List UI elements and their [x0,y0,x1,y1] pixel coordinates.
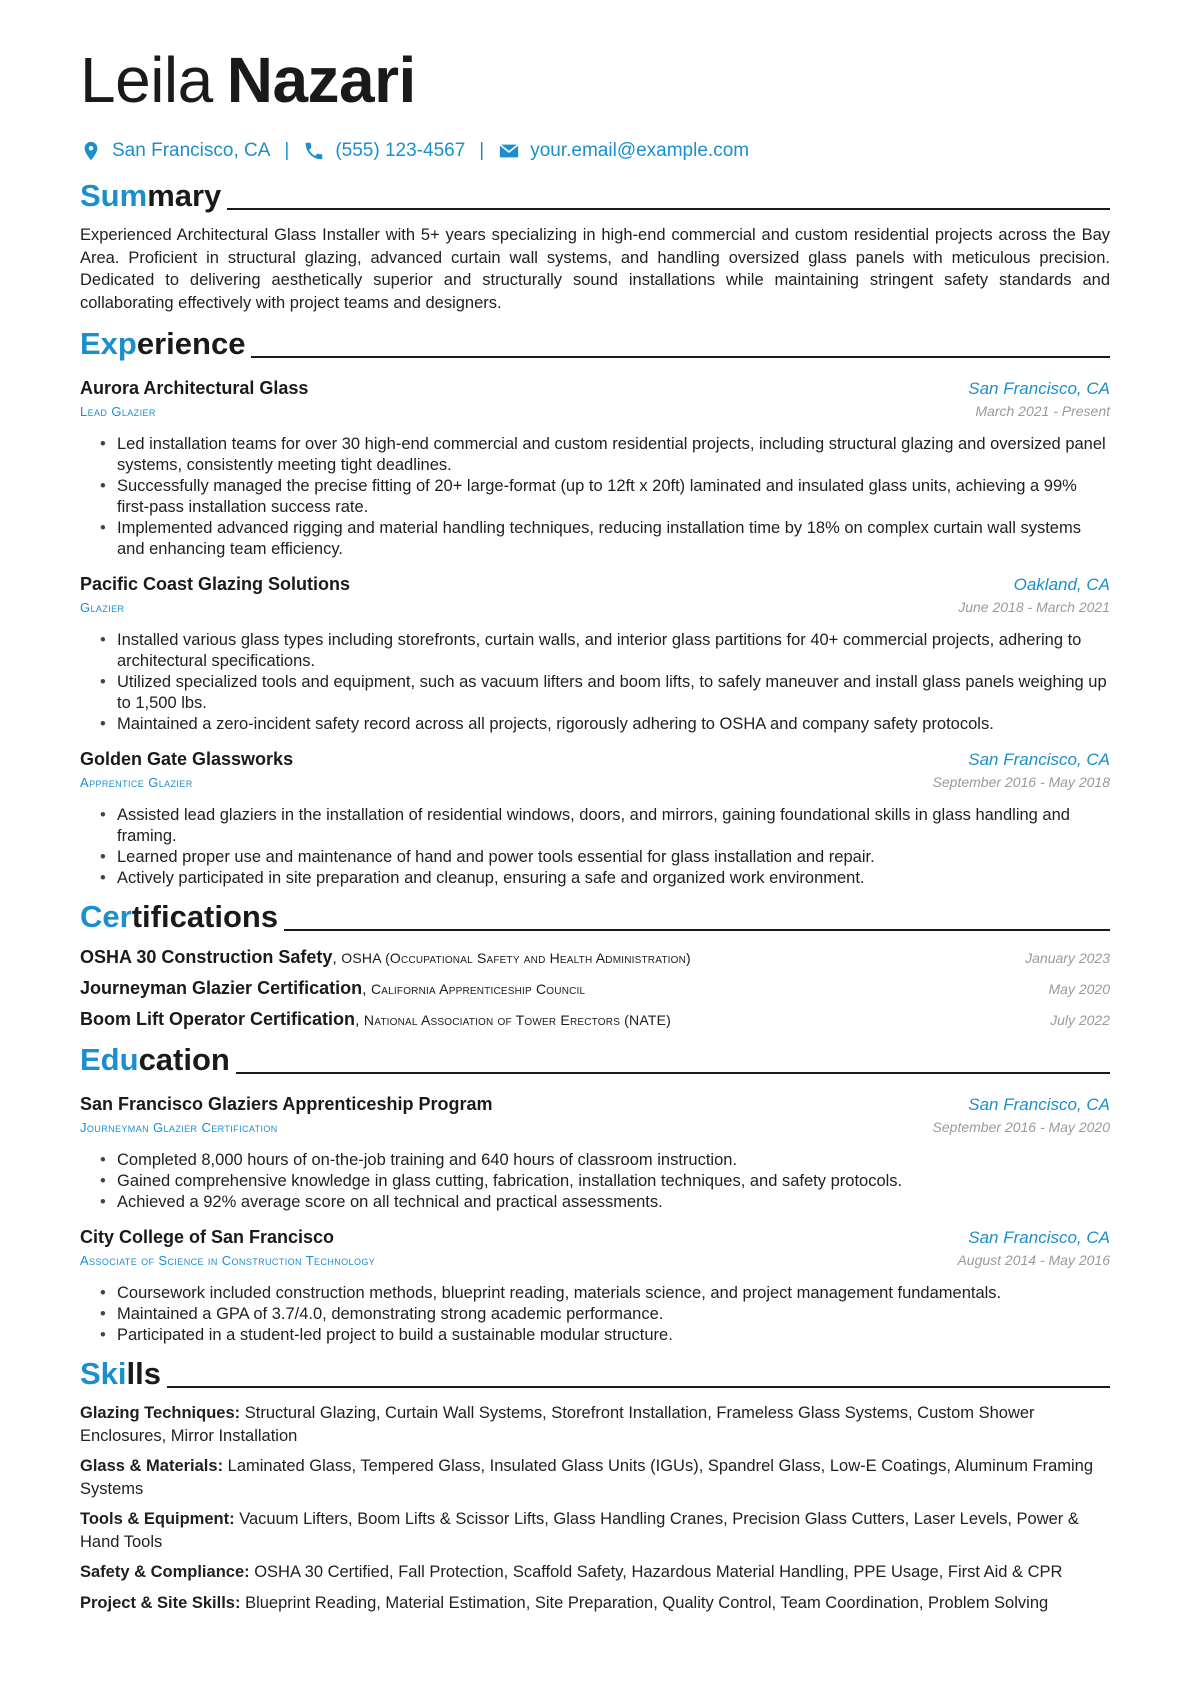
cert-name: OSHA 30 Construction Safety [80,947,333,967]
entry-organization: Aurora Architectural Glass [80,378,309,398]
contact-bar [80,136,1110,166]
bullet-item: • Assisted lead glaziers in the installation of residential windows, doors, and mirrors, gaining foundational skills in glass handling and framing. [100,805,1110,847]
contact-separator: | [284,140,290,161]
entry-location: San Francisco, CA [968,1228,1110,1247]
education-heading [80,1040,1110,1080]
entry-bullets [80,805,1110,889]
entry-bullets [80,630,1110,735]
skill-row [80,1592,1110,1615]
contact-separator: | [479,140,485,161]
skill-row [80,1561,1110,1584]
certifications-heading [80,897,1110,937]
section-title: Education [80,1042,230,1077]
entry-location: San Francisco, CA [968,379,1110,398]
bullet-item: • Implemented advanced rigging and material handling techniques, reducing installation time by 18% on complex curtain wall systems and enhancing team efficiency. [100,518,1110,560]
bullet-item: • Actively participated in site preparation and cleanup, ensuring a safe and organized work environment. [100,868,1110,889]
bullet-item: • Utilized specialized tools and equipment, such as vacuum lifters and boom lifts, to safely maneuver and install glass panels weighing up to 1,500 lbs. [100,672,1110,714]
bullet-item: • Led installation teams for over 30 high-end commercial and custom residential projects, including structural glazing and oversized panel systems, consistently meeting tight deadlines. [100,434,1110,476]
section-rule [167,1386,1110,1388]
skill-row [80,1455,1110,1500]
summary-text: Experienced Architectural Glass Installer with 5+ years specializing in high-end commercial and custom residential projects across the Bay Area. Proficient in structural glazing, advanced curtain wall systems, and handling oversized glass panels with meticulous precision. Dedicated to delivering aesthetically superior and structurally sound installations while maintaining stringent safety standards and collaborating effectively with project teams and designers. [80,226,1110,312]
entry-location: San Francisco, CA [968,1095,1110,1114]
education-entry [80,1092,1110,1213]
skills-heading [80,1354,1110,1394]
entry-bullets [80,1283,1110,1346]
experience-entry [80,572,1110,735]
bullet-item: • Maintained a zero-incident safety record across all projects, rigorously adhering to OSHA and company safety protocols. [100,714,1110,735]
entry-bullets [80,1150,1110,1213]
contact-phone[interactable] [303,140,465,162]
envelope-icon [498,140,520,162]
summary-heading [80,176,1110,216]
skill-row [80,1508,1110,1553]
bullet-item: • Coursework included construction methods, blueprint reading, materials science, and project management fundamentals. [100,1283,1110,1304]
section-rule [236,1072,1110,1074]
entry-bullets [80,434,1110,560]
section-title: Certifications [80,899,279,934]
experience-entry [80,747,1110,889]
entry-organization: City College of San Francisco [80,1227,335,1247]
entry-role: Associate of Science in Construction Technology [80,1253,376,1268]
cert-issuer: California Apprenticeship Council [370,981,586,997]
bullet-item: • Gained comprehensive knowledge in glass cutting, fabrication, installation techniques, and safety protocols. [100,1171,1110,1192]
entry-organization: Golden Gate Glassworks [80,749,294,769]
entry-role: Journeyman Glazier Certification [80,1120,278,1135]
section-rule [284,929,1110,931]
section-title: Skills [80,1356,161,1391]
entry-location: San Francisco, CA [968,750,1110,769]
bullet-item: • Learned proper use and maintenance of hand and power tools essential for glass installation and repair. [100,847,1110,868]
skill-row [80,1402,1110,1447]
cert-date: January 2023 [1025,950,1110,966]
last-name: Nazari [226,44,416,116]
cert-name: Boom Lift Operator Certification [80,1009,356,1029]
cert-issuer: OSHA (Occupational Safety and Health Administration) [341,950,691,966]
contact-location [80,140,270,162]
skill-value: Blueprint Reading, Material Estimation, Site Preparation, Quality Control, Team Coordination, Problem Solving [245,1593,1049,1612]
cert-date: July 2022 [1050,1012,1110,1028]
cert-date: May 2020 [1048,981,1110,997]
bullet-item: • Maintained a GPA of 3.7/4.0, demonstrating strong academic performance. [100,1304,1110,1325]
skill-value: Laminated Glass, Tempered Glass, Insulated Glass Units (IGUs), Spandrel Glass, Low-E Coatings, Aluminum Framing Systems [80,1457,1094,1498]
entry-dates: September 2016 - May 2018 [932,774,1110,790]
entry-role: Lead Glazier [80,404,156,419]
cert-name: Journeyman Glazier Certification [80,978,363,998]
education-entry [80,1225,1110,1346]
phone-icon [303,140,325,162]
section-title: Experience [80,326,246,361]
section-rule [251,356,1110,358]
email-text: your.email@example.com [530,140,750,161]
section-rule [227,208,1110,210]
map-pin-icon [80,140,102,162]
entry-role: Glazier [80,600,125,615]
entry-role: Apprentice Glazier [80,775,193,790]
skill-label: Safety & Compliance: [80,1563,250,1581]
skill-value: Structural Glazing, Curtain Wall Systems, Storefront Installation, Frameless Glass Systems, Custom Shower Enclosures, Mirror Installation [80,1404,1035,1445]
bullet-item: • Installed various glass types including storefronts, curtain walls, and interior glass partitions for 40+ commercial projects, adhering to architectural specifications. [100,630,1110,672]
location-text: San Francisco, CA [112,140,271,161]
cert-issuer: National Association of Tower Erectors (NATE) [363,1012,671,1028]
certification-row: Journeyman Glazier Certification, California Apprenticeship Council May 2020 [80,978,1110,998]
experience-heading [80,324,1110,364]
entry-location: Oakland, CA [1013,575,1110,594]
experience-entry [80,376,1110,560]
certification-row: OSHA 30 Construction Safety, OSHA (Occupational Safety and Health Administration) January 2023 [80,947,1110,967]
bullet-item: • Achieved a 92% average score on all technical and practical assessments. [100,1192,1110,1213]
phone-text: (555) 123-4567 [335,140,466,161]
skill-label: Glazing Techniques: [80,1404,241,1422]
skill-label: Tools & Equipment: [80,1510,235,1528]
entry-organization: Pacific Coast Glazing Solutions [80,574,351,594]
contact-email[interactable] [498,140,749,162]
full-name [80,40,1110,120]
entry-organization: San Francisco Glaziers Apprenticeship Program [80,1094,493,1114]
first-name: Leila [80,44,213,116]
bullet-item: • Successfully managed the precise fitting of 20+ large-format (up to 12ft x 20ft) laminated and insulated glass units, achieving a 99% first-pass installation success rate. [100,476,1110,518]
certification-row: Boom Lift Operator Certification, National Association of Tower Erectors (NATE) July 2022 [80,1009,1110,1029]
entry-dates: August 2014 - May 2016 [957,1252,1110,1268]
bullet-item: • Completed 8,000 hours of on-the-job training and 640 hours of classroom instruction. [100,1150,1110,1171]
entry-dates: September 2016 - May 2020 [932,1119,1110,1135]
skill-value: Vacuum Lifters, Boom Lifts & Scissor Lifts, Glass Handling Cranes, Precision Glass Cutters, Laser Levels, Power & Hand Tools [80,1510,1079,1551]
skill-label: Glass & Materials: [80,1457,224,1475]
skill-label: Project & Site Skills: [80,1593,241,1612]
entry-dates: March 2021 - Present [975,403,1110,419]
entry-dates: June 2018 - March 2021 [958,599,1110,615]
skill-value: OSHA 30 Certified, Fall Protection, Scaffold Safety, Hazardous Material Handling, PPE Usage, First Aid & CPR [254,1563,1063,1581]
bullet-item: • Participated in a student-led project to build a sustainable modular structure. [100,1325,1110,1346]
section-title: Summary [80,178,222,213]
